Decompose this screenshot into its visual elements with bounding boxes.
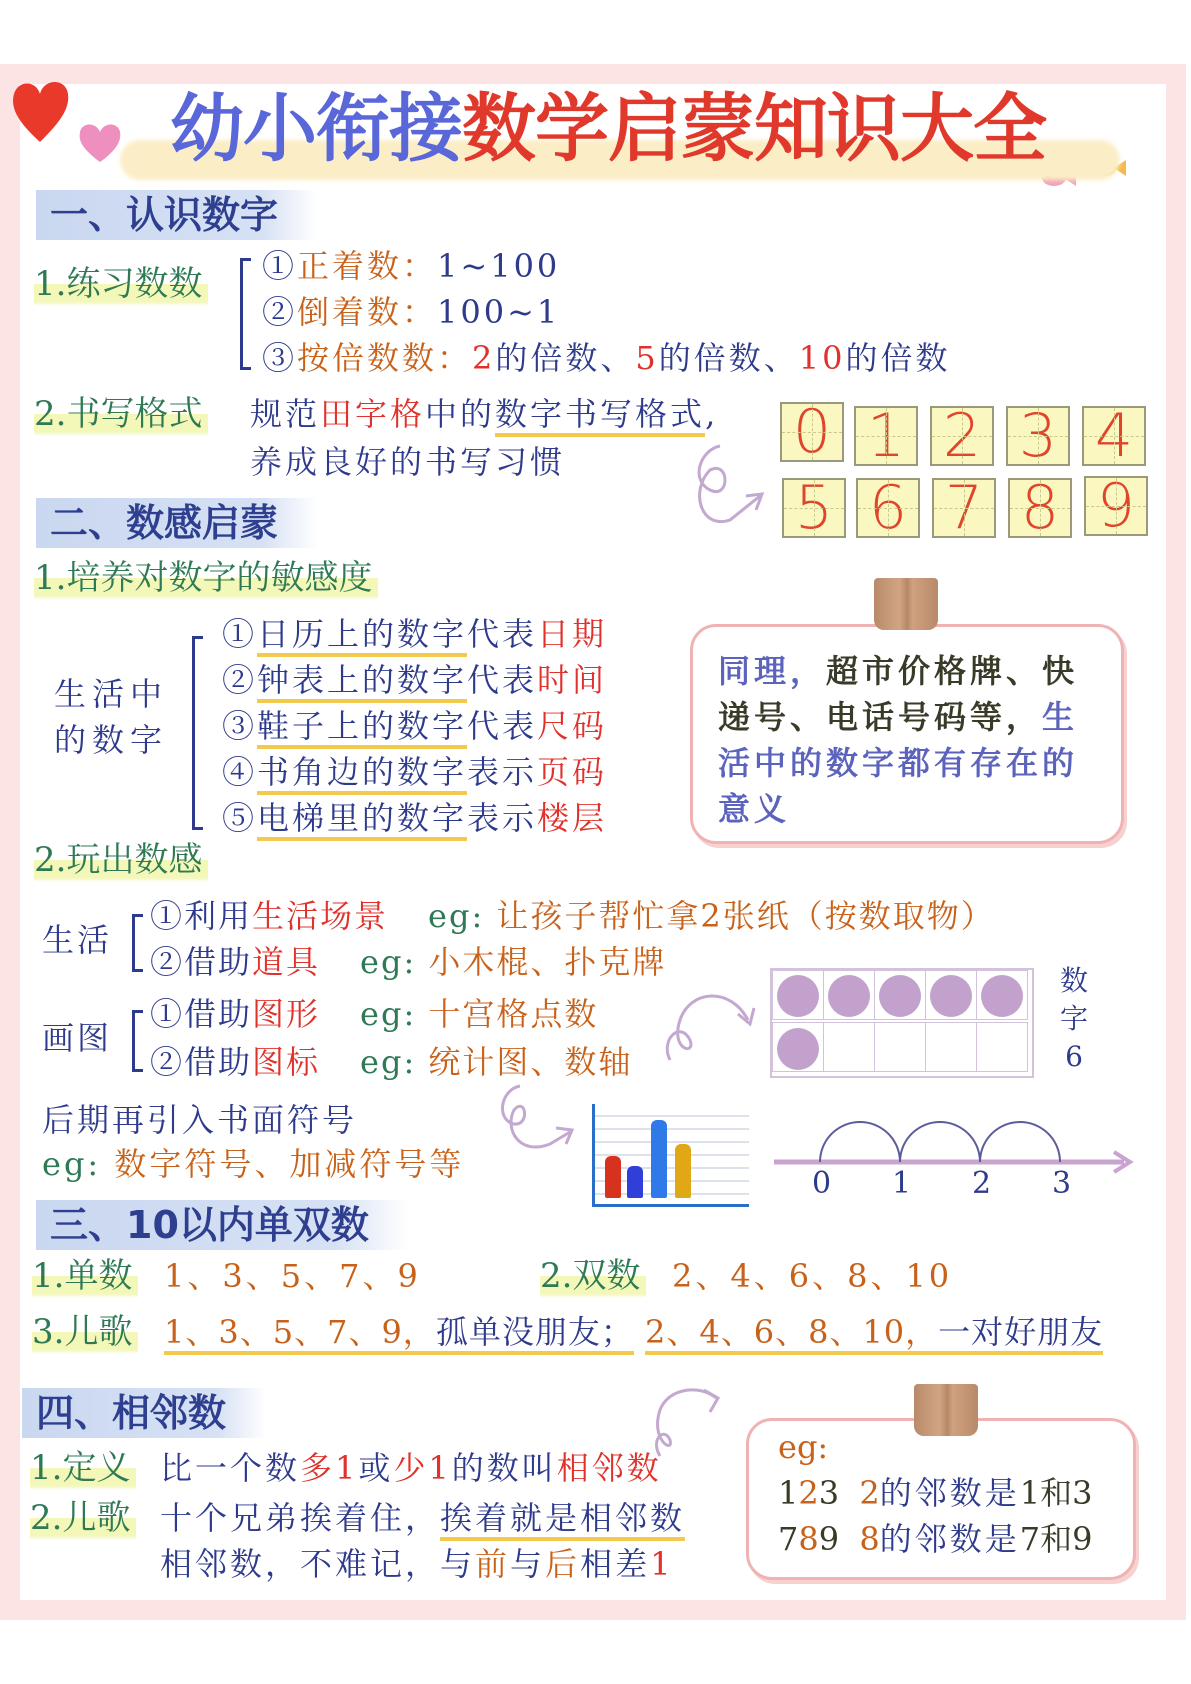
life-number-line-2: ②钟表上的数字代表时间 [222,658,607,702]
play-life-line-1: ①利用生活场景 eg: 让孩子帮忙拿2张纸（按数取物） [150,897,995,935]
example-text: eg: 123 2的邻数是1和3 789 8的邻数是7和9 [778,1428,1093,1558]
count-line-1: ①正着数：1~100 [262,247,561,285]
section-heading-4: 四、相邻数 [22,1388,266,1438]
digit-cell: 6 [856,478,920,538]
counter-dot [777,975,819,1017]
neighbor-rhyme-line-1: 十个兄弟挨着住，挨着就是相邻数 [160,1496,685,1540]
curly-arrow-icon [660,980,760,1070]
red-heart-icon [8,76,72,146]
digit-cell: 7 [932,478,996,538]
life-number-line-4: ④书角边的数字表示页码 [222,750,607,794]
later-symbols-example: eg: 数字符号、加减符号等 [42,1145,465,1183]
title-part-2: 数学启蒙知识大全 [462,86,1046,172]
subheading-writing: 2.书写格式 [34,392,208,436]
odd-values: 1、3、5、7、9 [164,1257,421,1295]
curly-arrow-icon [660,440,780,540]
title-part-1: 幼小衔接 [170,86,462,172]
life-label: 生活 [42,921,113,959]
subheading-counting: 1.练习数数 [34,262,208,306]
count-line-3: ③按倍数数：2的倍数、5的倍数、10的倍数 [262,339,951,377]
bracket [132,914,143,972]
later-symbols-line: 后期再引入书面符号 [42,1101,358,1139]
digit-writing-grid [780,400,1150,540]
curly-arrow-icon [640,1380,730,1460]
odd-even-rhyme: 1、3、5、7、9，孤单没朋友； 2、4、6、8、10，一对好朋友 [164,1310,1103,1354]
subheading-play: 2.玩出数感 [34,838,208,882]
digit-cell: 4 [1082,406,1146,466]
bracket [192,636,203,830]
bracket [240,258,251,370]
count-line-2: ②倒着数：100~1 [262,293,561,331]
life-number-line-1: ①日历上的数字代表日期 [222,612,607,656]
section-heading-2: 二、数感启蒙 [36,498,318,548]
even-values: 2、4、6、8、10 [672,1257,953,1295]
life-numbers-label-1: 生活中 [54,675,169,713]
digit-cell: 9 [1084,476,1148,536]
digit-cell: 8 [1008,478,1072,538]
rhyme-label: 3.儿歌 [32,1310,138,1354]
definition-label: 1.定义 [30,1446,136,1490]
digit-cell: 0 [780,402,844,462]
writing-line-2: 养成良好的书写习惯 [250,443,566,481]
number-line-tick-3: 3 [1052,1166,1072,1201]
section-heading-3: 三、10以内单双数 [36,1200,409,1250]
note-text: 同理，超市价格牌、快 递号、电话号码等，生 活中的数字都有存在的 意义 [718,652,1079,828]
writing-line-1: 规范田字格中的数字书写格式, [250,392,718,436]
section-heading-1: 一、认识数字 [36,190,318,240]
life-number-line-5: ⑤电梯里的数字表示楼层 [222,796,607,840]
neighbor-rhyme-label: 2.儿歌 [30,1496,136,1540]
definition-text: 比一个数多1或少1的数叫相邻数 [160,1449,662,1487]
digit-cell: 5 [782,478,846,538]
odd-label: 1.单数 [32,1254,138,1298]
curly-arrow-icon [490,1080,580,1160]
counter-dot [777,1028,819,1070]
digit-cell: 2 [930,406,994,466]
play-draw-line-2: ②借助图标 eg: 统计图、数轴 [150,1043,633,1081]
digit-cell: 3 [1006,406,1070,466]
number-line-tick-0: 0 [812,1166,832,1201]
counter-dot [879,975,921,1017]
counter-dot [930,975,972,1017]
pink-heart-icon [76,120,124,164]
bracket [132,1010,143,1072]
digit-cell: 1 [854,406,918,466]
bar-chart-icon [592,1104,749,1207]
even-label: 2.双数 [540,1254,646,1298]
life-numbers-label-2: 的数字 [54,721,169,759]
subheading-sensitivity: 1.培养对数字的敏感度 [34,556,378,600]
number-line-tick-2: 2 [972,1166,992,1201]
life-number-line-3: ③鞋子上的数字代表尺码 [222,704,607,748]
play-draw-line-1: ①借助图形 eg: 十宫格点数 [150,995,599,1033]
counter-dot [981,975,1023,1017]
page-title [170,84,1046,174]
ten-frame [770,968,1034,1078]
draw-label: 画图 [42,1019,113,1057]
play-life-line-2: ②借助道具 eg: 小木棍、扑克牌 [150,943,667,981]
ten-frame-label: 数 字 6 [1060,964,1089,1073]
neighbor-rhyme-line-2: 相邻数，不难记，与前与后相差1 [160,1545,674,1583]
tape-icon [874,578,938,630]
number-line-tick-1: 1 [892,1166,912,1201]
counter-dot [828,975,870,1017]
